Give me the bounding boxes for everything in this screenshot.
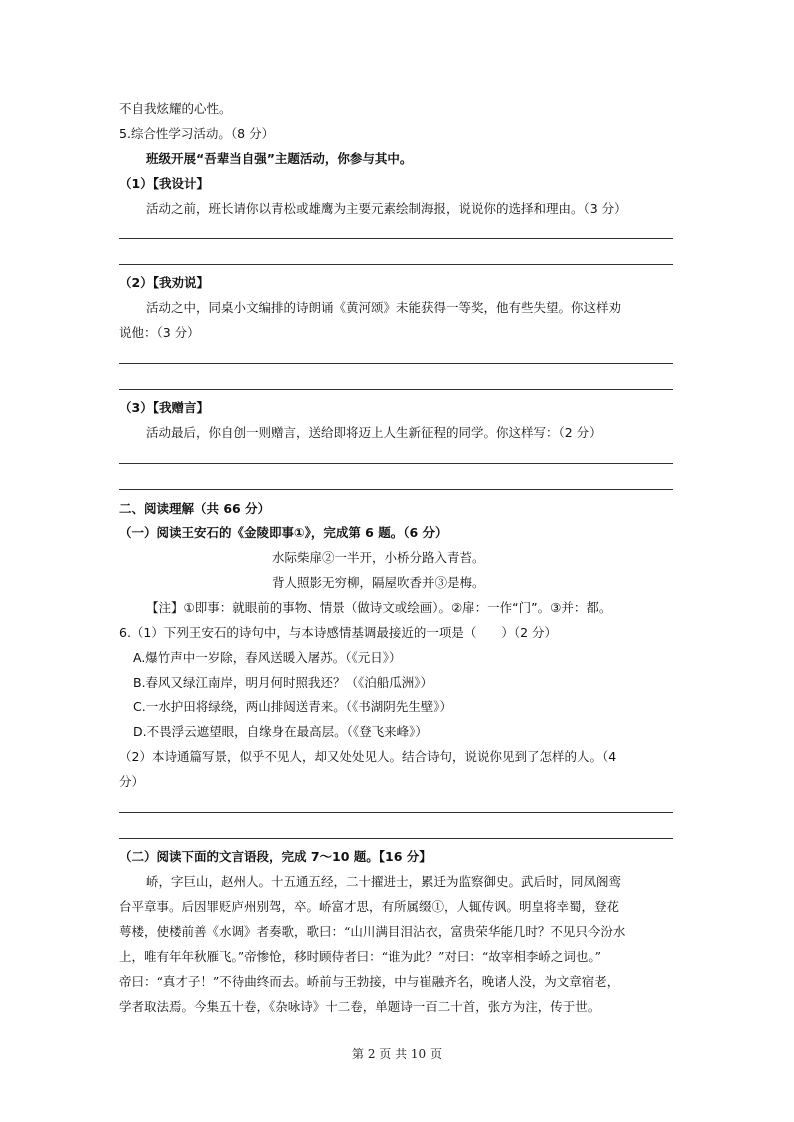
question-6-2-cont: 分） <box>119 774 145 789</box>
answer-line[interactable] <box>119 838 673 839</box>
subquestion-1-prompt: 活动之前，班长请你以青松或雄鹰为主要元素绘制海报，说说你的选择和理由。（3 分） <box>146 201 627 216</box>
subquestion-2-prompt-cont: 说他：（3 分） <box>119 325 200 340</box>
section-2-heading: 二、阅读理解（共 66 分） <box>119 501 271 516</box>
subquestion-1-heading: （1）【我设计】 <box>119 176 209 191</box>
text-line: 不自我炫耀的心性。 <box>119 101 232 116</box>
answer-line[interactable] <box>119 238 673 239</box>
answer-line[interactable] <box>119 264 673 265</box>
passage-line: 上，唯有年年秋雁飞。”帝惨怆，移时顾侍者曰：“谁为此？”对曰：“故宰相李峤之词也。” <box>119 949 601 964</box>
poem-line-1: 水际柴扉②一半开，小桥分路入青苔。 <box>272 550 485 565</box>
subquestion-2-heading: （2）【我劝说】 <box>119 275 209 290</box>
poem-notes: 【注】①即事：就眼前的事物、情景（做诗文或绘画）。②扉：一作“门”。③并：都。 <box>146 600 612 615</box>
option-b: B.春风又绿江南岸，明月何时照我还？（《泊船瓜洲》） <box>133 675 434 690</box>
answer-line[interactable] <box>119 489 673 490</box>
question-6-1: 6.（1）下列王安石的诗句中，与本诗感情基调最接近的一项是（ ）（2 分） <box>119 625 558 640</box>
part-1-heading: （一）阅读王安石的《金陵即事①》，完成第 6 题。（6 分） <box>119 525 448 540</box>
option-c: C.一水护田将绿绕，两山排闼送青来。（《书湖阴先生壁》） <box>133 699 452 714</box>
subquestion-3-heading: （3）【我赠言】 <box>119 400 209 415</box>
passage-line: 峤，字巨山，赵州人。十五通五经，二十擢进士，累迁为监察御史。武后时，同凤阁鸾 <box>146 874 622 889</box>
answer-line[interactable] <box>119 463 673 464</box>
passage-line: 学者取法焉。今集五十卷，《杂咏诗》十二卷，单题诗一百二十首，张方为注，传于世。 <box>119 999 601 1014</box>
option-a: A.爆竹声中一岁除，春风送暖入屠苏。（《元日》） <box>133 650 402 665</box>
question-5-heading: 5.综合性学习活动。（8 分） <box>119 126 275 141</box>
part-2-heading: （二）阅读下面的文言语段，完成 7～10 题。【16 分】 <box>119 849 432 864</box>
subquestion-3-prompt: 活动最后，你自创一则赠言，送给即将迈上人生新征程的同学。你这样写：（2 分） <box>146 425 602 440</box>
answer-line[interactable] <box>119 812 673 813</box>
question-6-2: （2）本诗通篇写景，似乎不见人，却又处处见人。结合诗句，说说你见到了怎样的人。（4 <box>119 749 617 764</box>
option-d: D.不畏浮云遮望眼，自缘身在最高层。（《登飞来峰》） <box>133 724 428 739</box>
passage-line: 萼楼，使楼前善《水调》者奏歌，歌曰：“山川满目泪沾衣，富贵荣华能几时？不见只今汾水 <box>119 924 626 939</box>
activity-intro: 班级开展“吾辈当自强”主题活动，你参与其中。 <box>146 151 413 166</box>
subquestion-2-prompt: 活动之中，同桌小文编排的诗朗诵《黄河颂》未能获得一等奖，他有些失望。你这样劝 <box>146 300 622 315</box>
answer-line[interactable] <box>119 363 673 364</box>
answer-line[interactable] <box>119 389 673 390</box>
poem-line-2: 背人照影无穷柳，隔屋吹香并③是梅。 <box>272 575 485 590</box>
page-number: 第 2 页 共 10 页 <box>352 1047 442 1061</box>
passage-line: 帝曰：“真才子！”不待曲终而去。峤前与王勃接，中与崔融齐名，晚诸人没，为文章宿老， <box>119 974 620 989</box>
passage-line: 台平章事。后因罪贬庐州别驾，卒。峤富才思，有所属缀①，人辄传讽。明皇将幸蜀，登花 <box>119 899 620 914</box>
